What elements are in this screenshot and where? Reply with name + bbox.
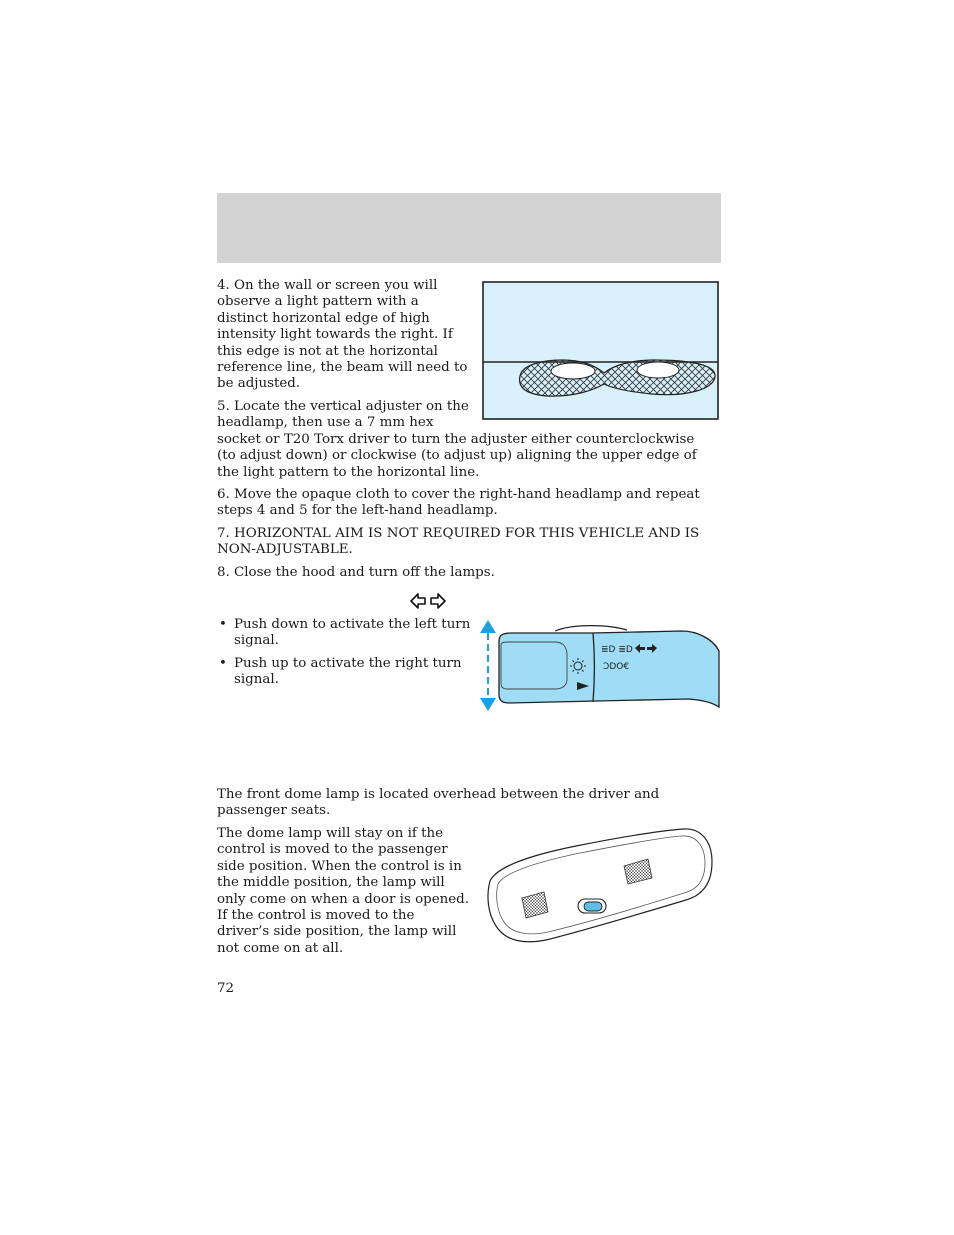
section-header-band [217,193,721,263]
bullet-right-turn: • Push up to activate the right turn signal. [219,656,462,688]
dome-lamp-intro: The front dome lamp is located overhead between the driver and passenger seats. [217,787,660,819]
step-5-text-cont: socket or T20 Torx driver to turn the adjuster either counterclockwise (to adjust down) or clockwise (to adjust up) aligning the upper edge of the light pattern to the horizontal line. [217,432,697,480]
turn-signal-arrows-icon [409,592,447,610]
dome-lamp-figure [486,826,716,946]
svg-text:ƆDO€: ƆDO€ [603,662,630,672]
bullet-right-turn-text: Push up to activate the right turn signal. [234,656,462,688]
bullet-left-turn: • Push down to activate the left turn signal. [219,617,471,649]
step-4-text: 4. On the wall or screen you will observe a light pattern with a distinct horizontal edge of high intensity light towards the right. If this edge is not at the horizontal reference line, the beam will need to be adjusted. [217,278,468,392]
step-8-text: 8. Close the hood and turn off the lamps. [217,565,495,580]
svg-text:≣D ≣D: ≣D ≣D [601,645,633,655]
page-number: 72 [217,981,235,996]
beam-pattern-figure [482,281,720,421]
step-5-text-start: 5. Locate the vertical adjuster on the headlamp, then use a 7 mm hex [217,399,469,431]
multifunction-lever-figure [477,617,722,713]
bullet-left-turn-text: Push down to activate the left turn signal. [234,617,471,649]
step-7-text: 7. HORIZONTAL AIM IS NOT REQUIRED FOR THIS VEHICLE AND IS NON-ADJUSTABLE. [217,526,700,558]
step-6-text: 6. Move the opaque cloth to cover the right-hand headlamp and repeat steps 4 and 5 for the left-hand headlamp. [217,487,700,519]
dome-lamp-detail: The dome lamp will stay on if the control is moved to the passenger side position. When the control is in the middle position, the lamp will only come on when a door is opened. If the control is moved to the driver’s side position, the lamp will not come on at all. [217,826,470,956]
